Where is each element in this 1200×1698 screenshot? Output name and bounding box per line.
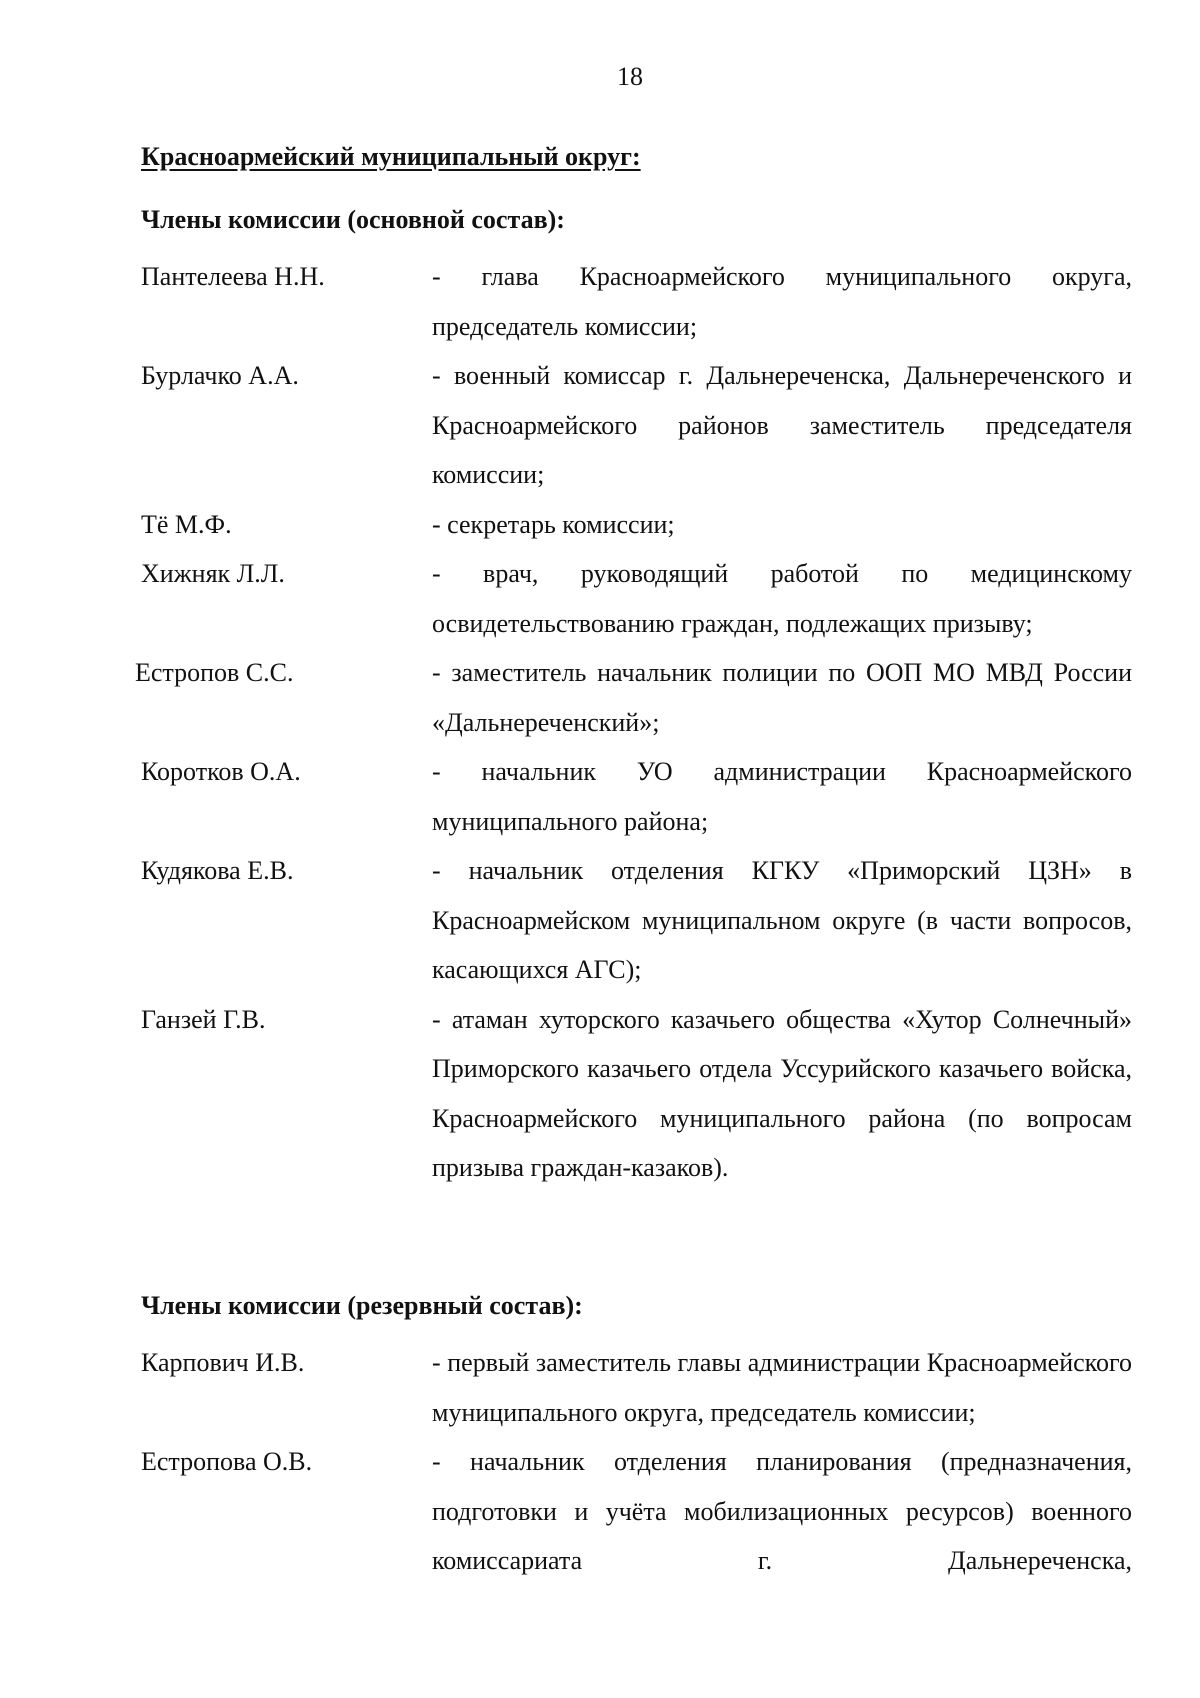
member-name: Естропов С.С. [135, 658, 294, 687]
member-role: - врач, руководящий работой по медицинскому освидетельствованию граждан, подлежащих призыву; [432, 559, 1132, 638]
member-name: Тё М.Ф. [141, 509, 232, 539]
member-entry [0, 1437, 1200, 1586]
member-entry [0, 1338, 1200, 1437]
member-name: Бурлачко А.А. [141, 361, 299, 390]
main-member-list [0, 252, 1200, 1193]
member-entry [0, 846, 1200, 995]
member-entry [0, 995, 1200, 1193]
member-name: Кудякова Е.В. [141, 856, 294, 885]
main-composition-heading: Члены комиссии (основной состав): [141, 205, 565, 234]
member-role: - заместитель начальник полиции по ООП МО МВД России «Дальнереченский»; [432, 658, 1132, 737]
member-role: - первый заместитель главы администрации Красноармейского муниципального округа, председатель комиссии; [432, 1348, 1132, 1427]
member-entry [0, 500, 1200, 550]
member-role: - начальник УО администрации Красноармейского муниципального района; [432, 757, 1132, 836]
district-title: Красноармейский муниципальный округ: [141, 142, 641, 171]
member-entry [0, 549, 1200, 648]
member-name: Карпович И.В. [141, 1348, 305, 1377]
member-role: - глава Красноармейского муниципального округа, председатель комиссии; [432, 262, 1132, 341]
member-name: Естропова О.В. [141, 1447, 313, 1476]
member-name: Коротков О.А. [141, 757, 301, 786]
reserve-composition-heading: Члены комиссии (резервный состав): [141, 1291, 583, 1320]
member-entry [0, 747, 1200, 846]
page-number: 18 [617, 62, 643, 91]
member-entry [0, 351, 1200, 500]
member-entry [0, 648, 1200, 747]
member-role: - начальник отделения КГКУ «Приморский ЦЗН» в Красноармейском муниципальном округе (в части вопросов, касающихся АГС); [432, 856, 1132, 984]
member-name: Пантелеева Н.Н. [141, 262, 325, 291]
member-role: - военный комиссар г. Дальнереченска, Дальнереченского и Красноармейского районов заместитель председателя комиссии; [432, 361, 1132, 489]
member-name: Хижняк Л.Л. [141, 559, 285, 588]
member-entry [0, 252, 1200, 351]
reserve-member-list [0, 1338, 1200, 1586]
member-role: - атаман хуторского казачьего общества «Хутор Солнечный» Приморского казачьего отдела Уссурийского казачьего войска, Красноармейского муниципального района (по вопросам призыва граждан-казаков). [432, 1004, 1132, 1182]
member-name: Ганзей Г.В. [141, 1004, 266, 1034]
member-role: - начальник отделения планирования (предназначения, подготовки и учёта мобилизационных ресурсов) военного комиссариата г. Дальнереченска, [432, 1447, 1132, 1575]
member-role: - секретарь комиссии; [432, 509, 675, 539]
